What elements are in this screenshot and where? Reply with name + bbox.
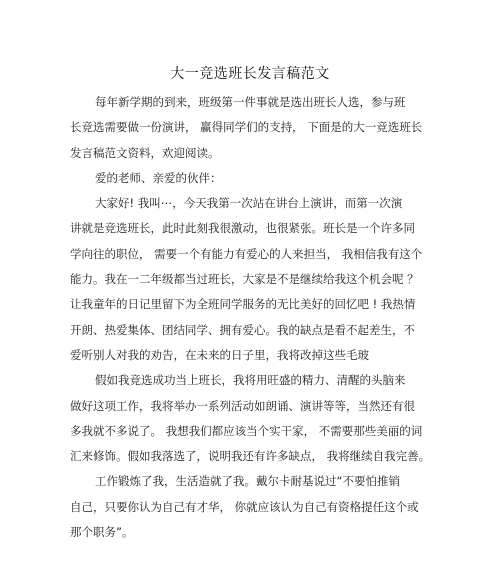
- paragraph-plan: [70, 368, 430, 469]
- text-line: 爱的老师、亲爱的伙伴：: [95, 170, 222, 185]
- text-line: 每年新学期的到来，班级第一件事就是选出班长人选，参与班: [95, 95, 406, 109]
- text-line: 长竞选需要做一份演讲， 赢得同学们的支持， 下面是的大一竞选班长: [70, 120, 423, 135]
- paragraph-intro: [70, 90, 430, 166]
- text-line: 那个职务”。: [70, 525, 134, 540]
- text-line: 学向往的职位， 需要一个有能力有爱心的人来担当， 我相信我有这个: [70, 246, 423, 261]
- text-line: 开朗、热爱集体、团结同学、拥有爱心。我的缺点是看不起差生，不: [70, 322, 415, 337]
- text-line: 爱听别人对我的劝告，在未来的日子里，我将改掉这些毛玻: [70, 347, 369, 362]
- paragraph-greeting: [70, 166, 430, 191]
- text-line: 假如我竞选成功当上班长，我将用旺盛的精力、清醒的头脑来: [95, 373, 406, 388]
- text-line: 汇来修饰。假如我落选了，说明我还有许多缺点， 我将继续自我完善。: [70, 449, 431, 464]
- text-line: 工作锻炼了我，生活造就了我。戴尔卡耐基说过“不要怕推销: [95, 474, 400, 489]
- paragraph-quote: [70, 469, 430, 545]
- text-line: 做好这项工作，我将举办一系列活动如朗诵、演讲等等，当然还有很: [70, 398, 415, 413]
- text-line: 自己，只要你认为自己有才华， 你就应该认为自己有资格提任这个或: [70, 499, 419, 514]
- paragraph-self-introduction: [70, 191, 430, 368]
- text-line: 大家好! 我叫⋯，今天我第一次站在讲台上演讲，而第一次演: [95, 196, 403, 211]
- text-line: 发言稿范文资料，欢迎阅读。: [70, 145, 220, 160]
- text-line: 讲就是竞选班长，此时此刻我很激动，也很紧张。班长是一个许多同: [70, 221, 415, 236]
- text-line: 能力。我在一二年级都当过班长，大家是不是继续给我这个机会呢 ？: [70, 272, 419, 287]
- text-line: 多我就不多说了。 我想我们都应该当个实干家， 不需要那些美丽的词: [70, 423, 423, 438]
- document-body: [70, 90, 430, 545]
- text-line: 让我童年的日记里留下为全班同学服务的无比美好的回忆吧 ! 我热情: [70, 297, 416, 312]
- document-title: 大一竞选班长发言稿范文: [170, 66, 330, 82]
